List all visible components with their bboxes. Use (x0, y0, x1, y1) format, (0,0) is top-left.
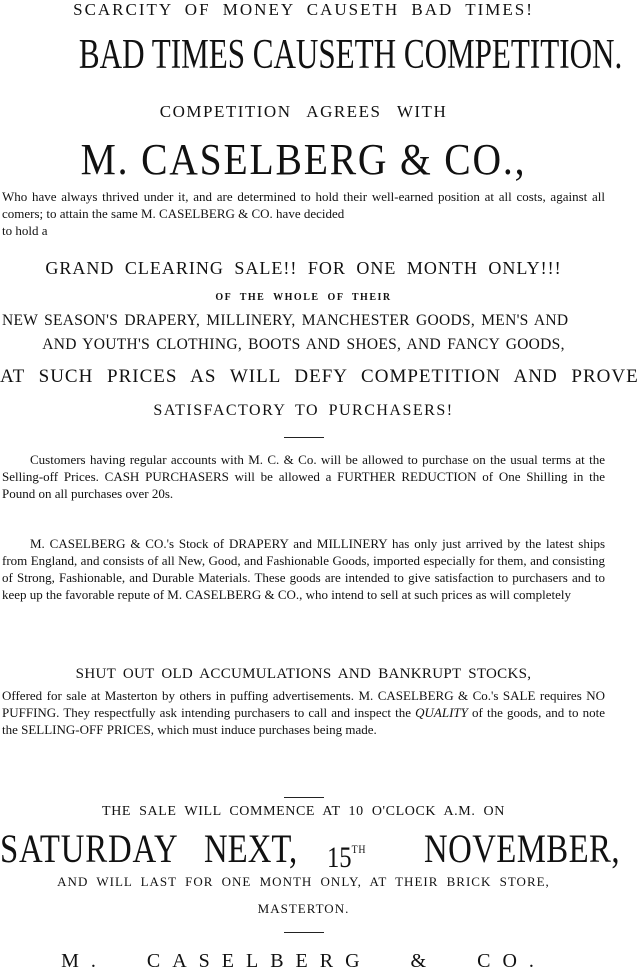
divider-rule (284, 932, 324, 933)
sale-day: SATURDAY (0, 826, 179, 871)
town-line: MASTERTON. (257, 901, 350, 916)
offered-text-part-2: of the goods, and to note the SELLING-OFF PRICES, which must induce purchases being made. (2, 705, 605, 737)
prices-heading: AT SUCH PRICES AS WILL DEFY COMPETITION AND PROVE (0, 366, 639, 387)
date-number: 15 (327, 841, 352, 874)
scarcity-headline: SCARCITY OF MONEY CAUSETH BAD TIMES! (73, 0, 534, 19)
sale-month: NOVEMBER, (424, 826, 620, 871)
accounts-text: Customers having regular accounts with M. C. & Co. will be allowed to purchase on the usual terms at the Selling-off Prices. CASH PURCHASERS will be allowed a FURTHER REDUCTION of One Shilling in the Pound on all purchases over 20s. (2, 452, 605, 501)
date-suffix: TH (351, 842, 367, 856)
offered-text-part-1: Offered for sale at Masterton by others in puffing advertisements. M. CASELBERG & Co.'s SALE requires NO PUFFING. They respectfully ask intending purchasers to call and inspect the (2, 688, 605, 720)
intro-tail: to hold a (2, 223, 48, 238)
offered-paragraph (2, 687, 605, 738)
whole-of-their-line: OF THE WHOLE OF THEIR (215, 292, 392, 303)
sale-date-heading (0, 824, 620, 874)
signature-line: M. CASELBERG & CO. (61, 950, 546, 972)
bad-times-headline: BAD TIMES CAUSETH COMPETITION. (78, 32, 623, 78)
quality-word: QUALITY (415, 705, 468, 720)
sale-next-word: NEXT, (204, 826, 298, 871)
goods-list-line-1: NEW SEASON'S DRAPERY, MILLINERY, MANCHESTER GOODS, MEN'S AND (2, 312, 569, 329)
firm-name-heading: M. CASELBERG & CO., (80, 135, 527, 184)
accounts-paragraph (2, 451, 605, 502)
sale-commence-line: THE SALE WILL COMMENCE AT 10 O'CLOCK A.M. ON (102, 804, 505, 819)
intro-text: Who have always thrived under it, and are determined to hold their well-earned position at all costs, against all comers; to attain the same M. CASELBERG & CO. have decided (2, 189, 605, 221)
sale-duration-line: AND WILL LAST FOR ONE MONTH ONLY, AT THEIR BRICK STORE, (57, 874, 550, 889)
intro-paragraph (2, 188, 605, 239)
competition-agrees-line: COMPETITION AGREES WITH (159, 102, 448, 121)
grand-clearing-sale-heading: GRAND CLEARING SALE!! FOR ONE MONTH ONLY!!! (45, 258, 562, 278)
stock-text: M. CASELBERG & CO.'s Stock of DRAPERY and MILLINERY has only just arrived by the latest ships from England, and consists of all New, Good, and Fashionable Goods, imported especially for them, and consisting of Strong, Fashionable, and Durable Materials. These goods are intended to give satisfaction to purchasers and to keep up the favorable repute of M. CASELBERG & CO., who intend to sell at such prices as will completely (2, 536, 605, 602)
divider-rule (284, 437, 324, 438)
goods-list-line-2: AND YOUTH'S CLOTHING, BOOTS AND SHOES, AND FANCY GOODS, (42, 336, 565, 353)
stock-paragraph (2, 535, 605, 603)
satisfactory-heading: SATISFACTORY TO PURCHASERS! (153, 402, 454, 419)
shut-out-heading: SHUT OUT OLD ACCUMULATIONS AND BANKRUPT STOCKS, (75, 666, 532, 682)
divider-rule (284, 797, 324, 798)
